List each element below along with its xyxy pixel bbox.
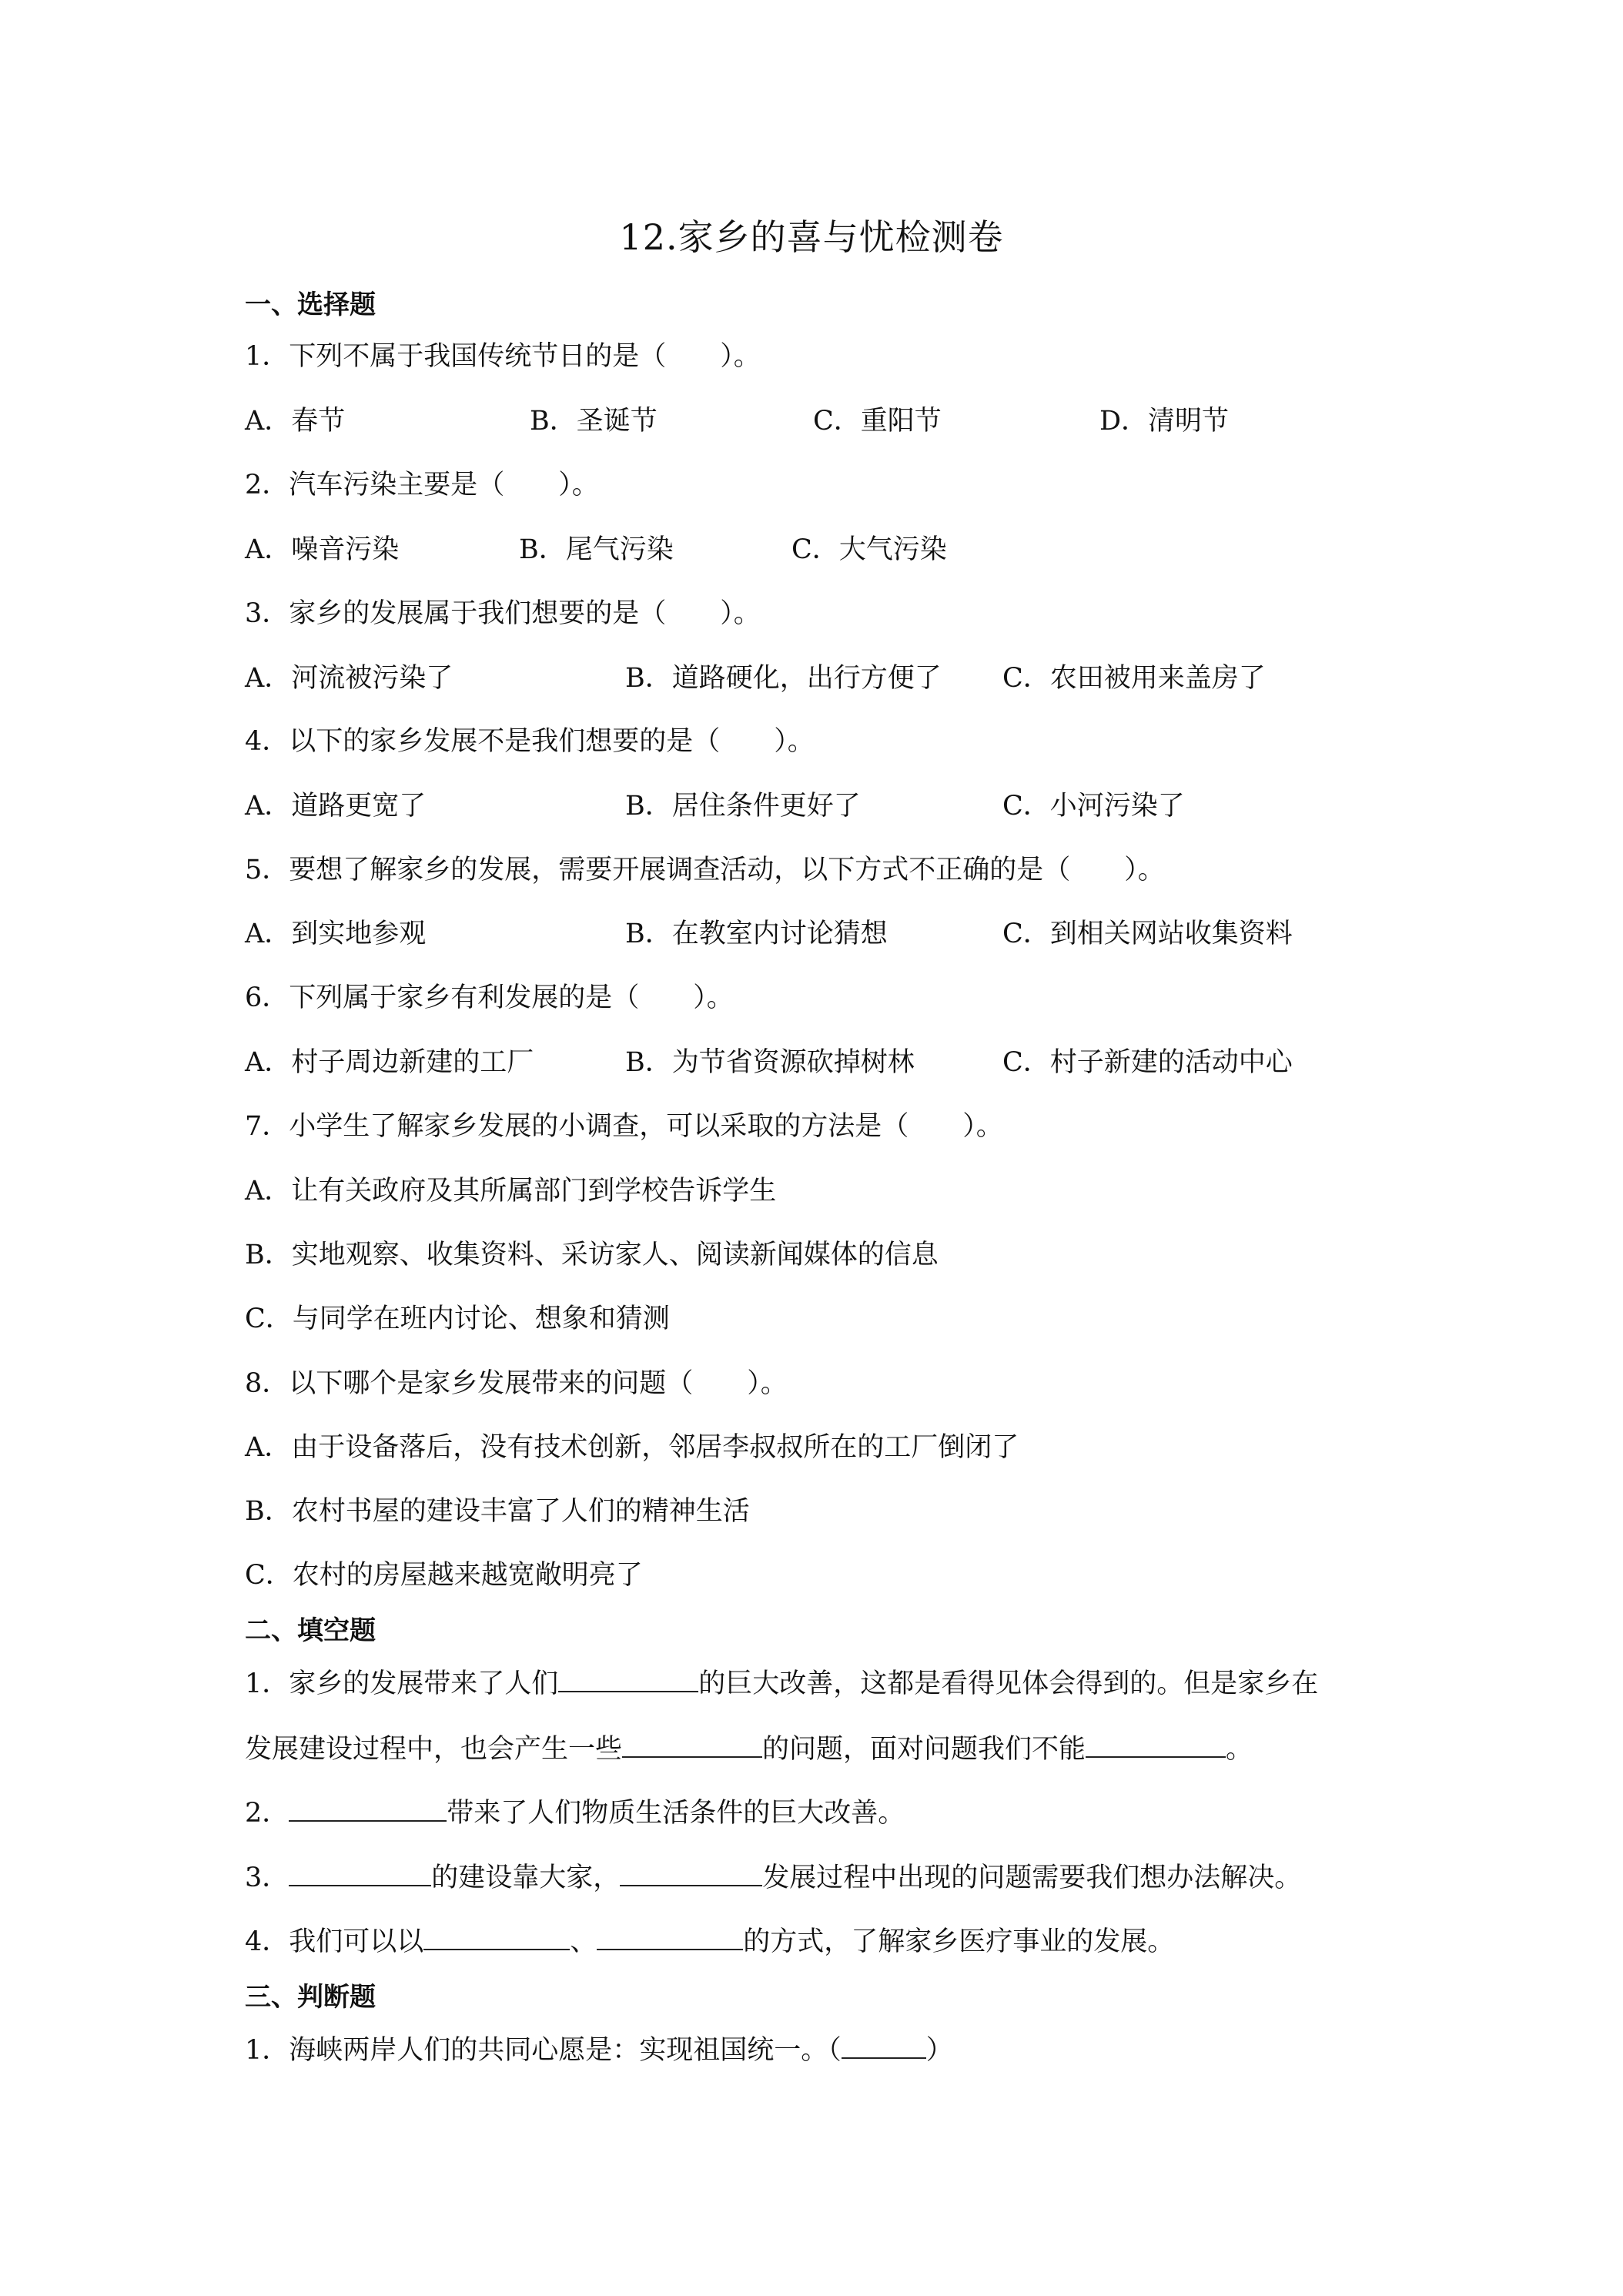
judge-question-1 [245, 2033, 953, 2068]
fill-question-1-line-2 [245, 1732, 1253, 1767]
fill-question-1-line-1 [245, 1666, 1318, 1702]
option-1b: B．圣诞节 [530, 406, 658, 437]
fill-q3-text-c: 发展过程中出现的问题需要我们想办法解决。 [762, 1863, 1302, 1893]
option-7c: C．与同学在班内讨论、想象和猜测 [245, 1304, 670, 1334]
option-8c: C．农村的房屋越来越宽敞明亮了 [245, 1560, 643, 1591]
question-1: 1．下列不属于我国传统节日的是（ ）。 [245, 341, 761, 372]
option-5b: B．在教室内讨论猜想 [625, 919, 888, 949]
fill-q3-text-b: 的建设靠大家， [431, 1863, 621, 1893]
option-3c: C．农田被用来盖房了 [1002, 663, 1266, 694]
fill-q1-text-b: 的巨大改善，这都是看得见体会得到的。但是家乡在 [698, 1668, 1319, 1699]
question-6: 6．下列属于家乡有利发展的是（ ）。 [245, 982, 734, 1013]
option-5a: A．到实地参观 [245, 919, 427, 949]
option-1c: C．重阳节 [813, 406, 942, 437]
question-2: 2．汽车污染主要是（ ）。 [245, 470, 599, 500]
fill-blank[interactable] [558, 1668, 698, 1692]
fill-blank[interactable] [289, 1797, 447, 1822]
option-2a: A．噪音污染 [245, 534, 400, 565]
question-5: 5．要想了解家乡的发展，需要开展调查活动，以下方式不正确的是（ ）。 [245, 855, 1165, 885]
fill-blank[interactable] [620, 1862, 762, 1886]
option-7a: A．让有关政府及其所属部门到学校告诉学生 [245, 1176, 777, 1207]
option-4c: C．小河污染了 [1002, 791, 1185, 822]
fill-blank[interactable] [622, 1733, 762, 1758]
fill-blank[interactable] [1086, 1733, 1226, 1758]
question-4: 4．以下的家乡发展不是我们想要的是（ ）。 [245, 726, 815, 757]
option-7b: B．实地观察、收集资料、采访家人、阅读新闻媒体的信息 [245, 1240, 939, 1270]
option-4b: B．居住条件更好了 [625, 791, 861, 822]
question-3: 3．家乡的发展属于我们想要的是（ ）。 [245, 598, 761, 629]
fill-blank[interactable] [597, 1926, 743, 1950]
option-6c: C．村子新建的活动中心 [1002, 1047, 1293, 1078]
fill-q1-text-c: 发展建设过程中，也会产生一些 [245, 1734, 623, 1765]
option-5c: C．到相关网站收集资料 [1002, 919, 1293, 949]
fill-blank[interactable] [423, 1926, 570, 1950]
fill-question-2 [245, 1796, 905, 1831]
section-heading-fill: 二、填空题 [245, 1615, 376, 1646]
fill-q1-text-a: 1．家乡的发展带来了人们 [245, 1668, 559, 1699]
option-8a: A．由于设备落后，没有技术创新，邻居李叔叔所在的工厂倒闭了 [245, 1432, 1019, 1463]
fill-q4-text-a: 4．我们可以以 [245, 1926, 424, 1957]
option-3a: A．河流被污染了 [245, 663, 453, 694]
question-7: 7．小学生了解家乡发展的小调查，可以采取的方法是（ ）。 [245, 1111, 1003, 1142]
option-1d: D．清明节 [1099, 406, 1230, 437]
option-2b: B．尾气污染 [519, 534, 674, 565]
judge-blank[interactable] [842, 2034, 926, 2059]
question-8: 8．以下哪个是家乡发展带来的问题（ ）。 [245, 1368, 788, 1399]
fill-q4-text-b: 、 [570, 1926, 597, 1957]
option-1a: A．春节 [245, 406, 346, 437]
option-3b: B．道路硬化，出行方便了 [625, 663, 942, 694]
fill-q2-text-a: 2． [245, 1798, 289, 1829]
option-6a: A．村子周边新建的工厂 [245, 1047, 534, 1078]
option-2c: C．大气污染 [791, 534, 947, 565]
page-title: 12.家乡的喜与忧检测卷 [619, 216, 1004, 258]
fill-q1-text-e: 。 [1226, 1734, 1253, 1765]
fill-q2-text-b: 带来了人们物质生活条件的巨大改善。 [447, 1798, 905, 1829]
fill-q3-text-a: 3． [245, 1863, 289, 1893]
option-6b: B．为节省资源砍掉树林 [625, 1047, 915, 1078]
fill-q4-text-c: 的方式，了解家乡医疗事业的发展。 [743, 1926, 1175, 1957]
option-8b: B．农村书屋的建设丰富了人们的精神生活 [245, 1496, 750, 1527]
section-heading-choice: 一、选择题 [245, 290, 376, 320]
judge-q1-text-b: ） [925, 2035, 953, 2066]
fill-q1-text-d: 的问题，面对问题我们不能 [762, 1734, 1086, 1765]
fill-question-3 [245, 1860, 1301, 1896]
fill-question-4 [245, 1924, 1174, 1960]
fill-blank[interactable] [289, 1862, 431, 1886]
option-4a: A．道路更宽了 [245, 791, 427, 822]
section-heading-judge: 三、判断题 [245, 1982, 376, 2013]
judge-q1-text-a: 1．海峡两岸人们的共同心愿是：实现祖国统一。（ [245, 2035, 842, 2066]
